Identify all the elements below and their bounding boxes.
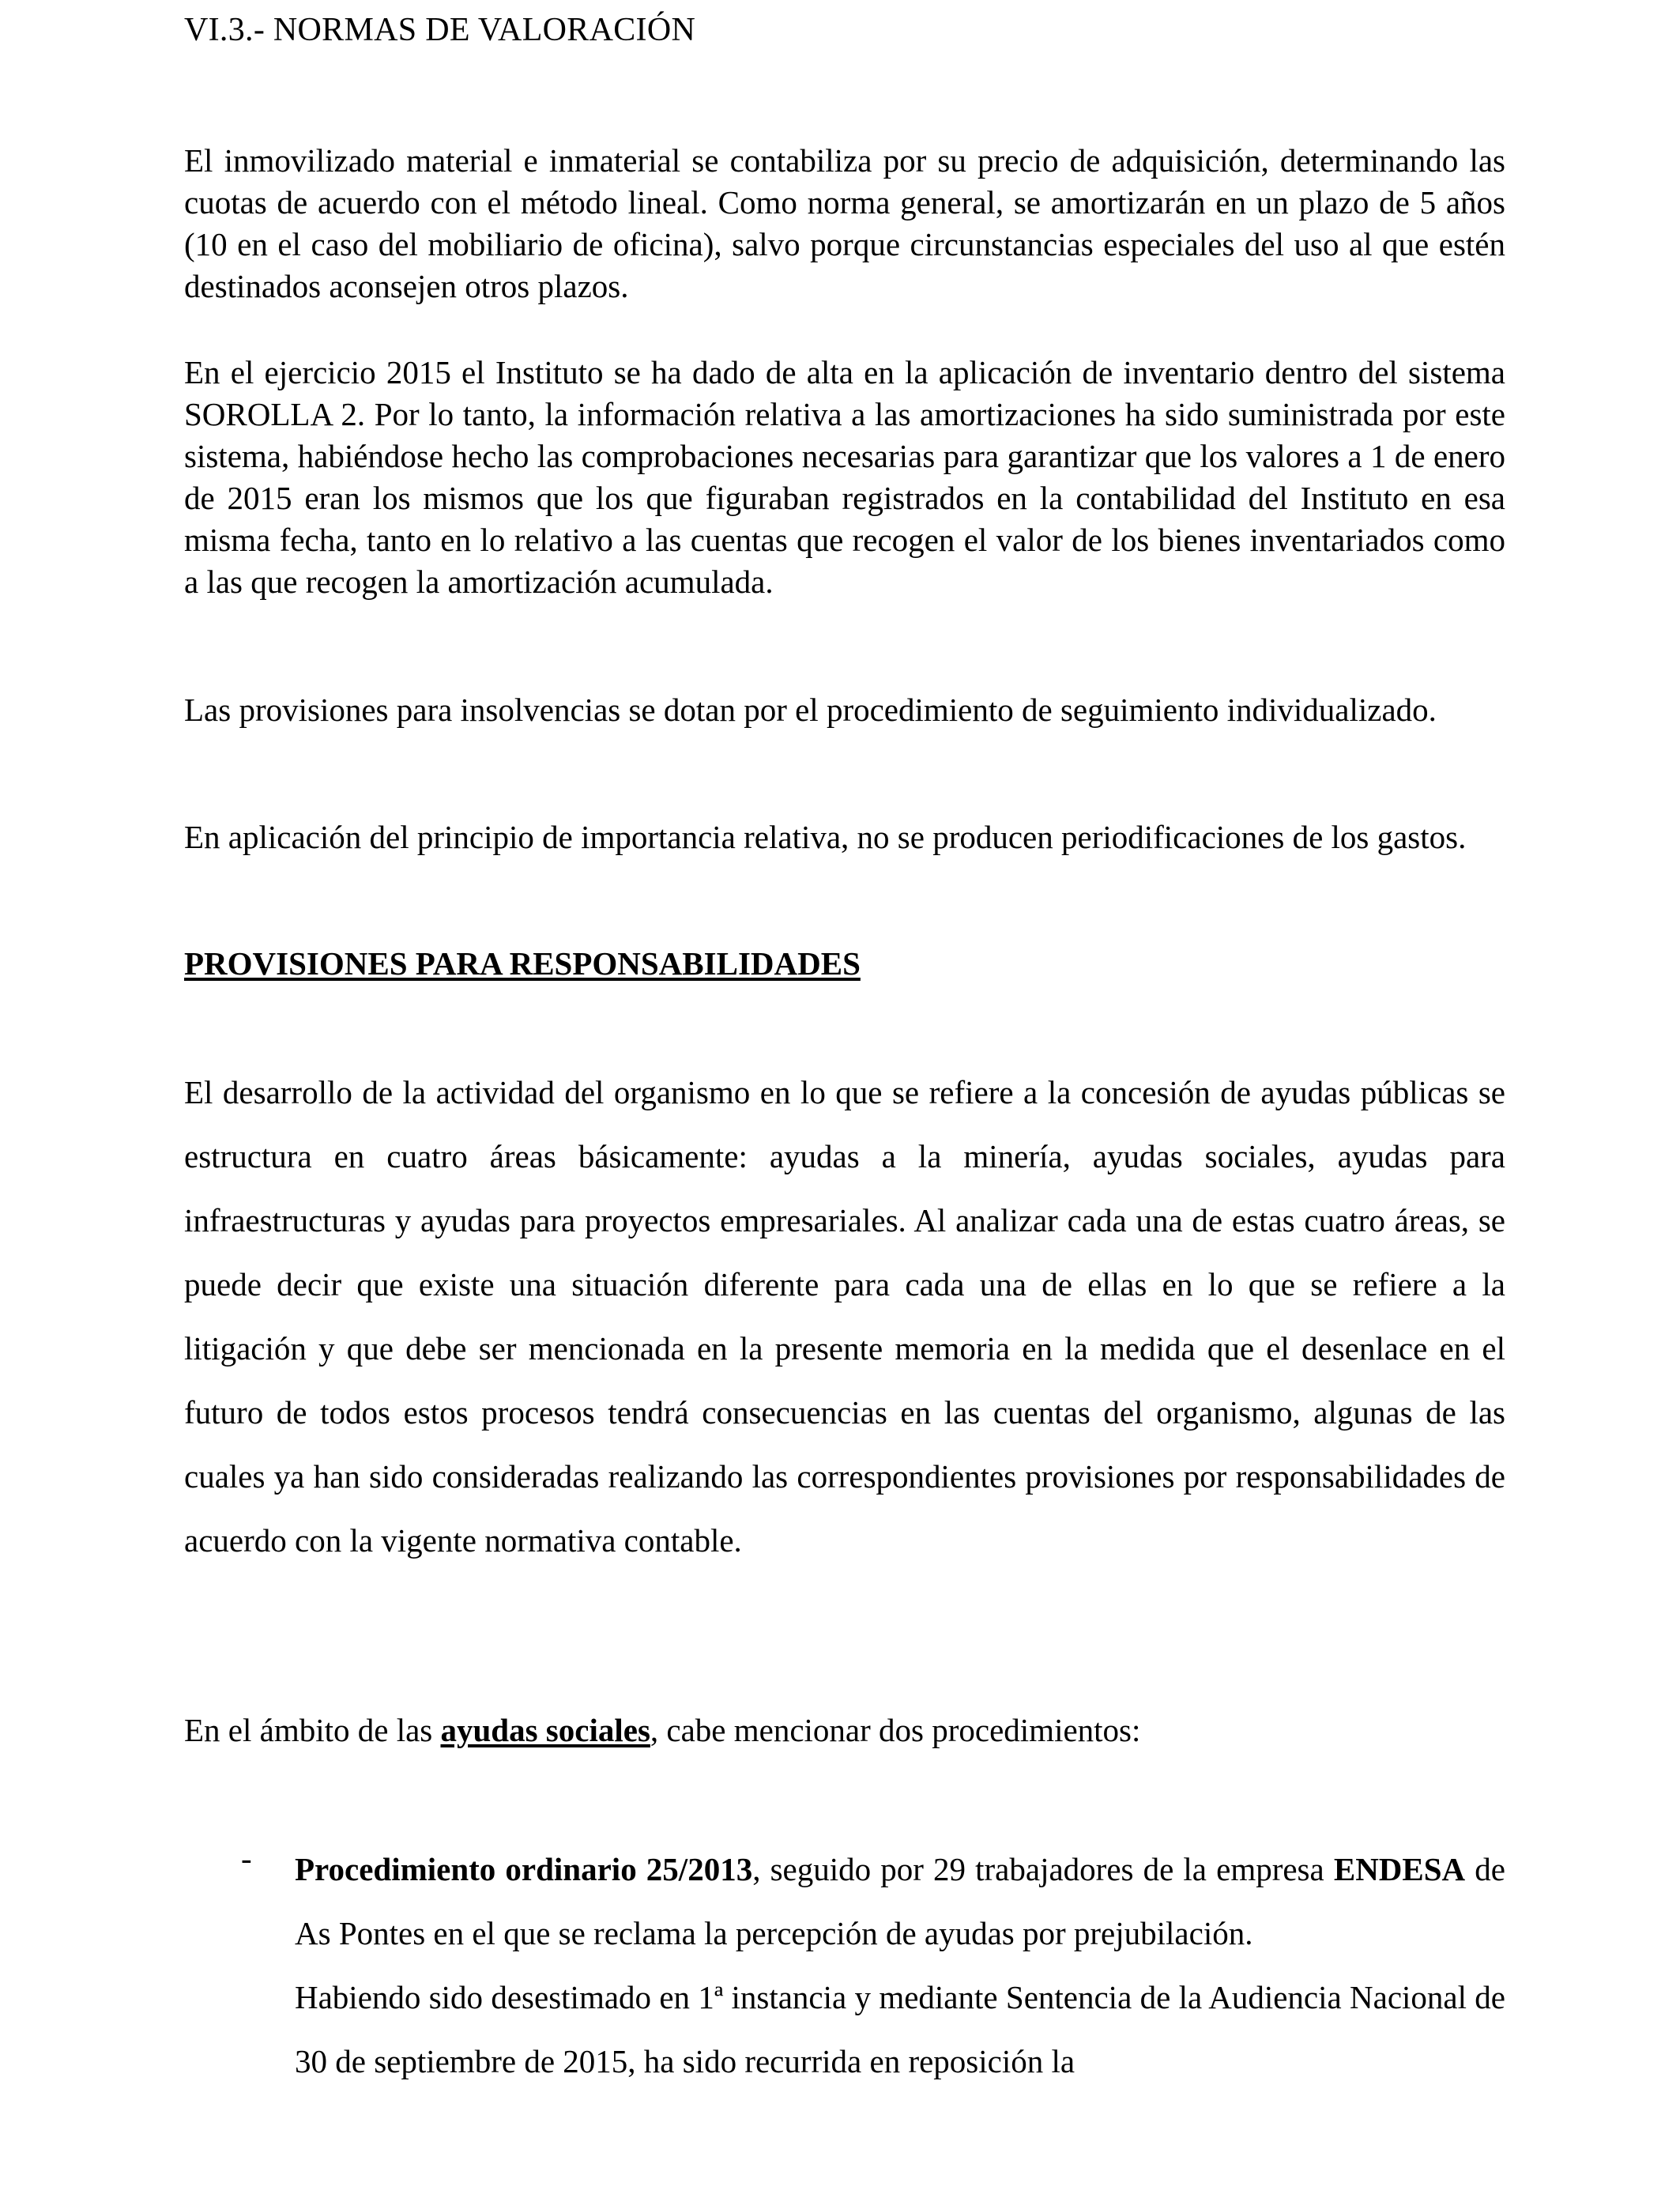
list-bullet: - [241,1840,252,1876]
procedure-item-1 [295,1838,1505,1966]
paragraph-inmovilizado: El inmovilizado material e inmaterial se contabiliza por su precio de adquisición, determinando las cuotas de acuerdo con el método lineal. Como norma general, se amortizarán en un plazo de 5 años (10 en el caso del mobiliario de oficina), salvo porque circunstancias especiales del uso al que estén destinados aconsejen otros plazos. [184,142,1505,304]
intro-text-after: , cabe mencionar dos procedimientos: [650,1712,1141,1748]
ayudas-sociales-intro [184,1710,1140,1751]
document-page [184,0,1505,2194]
procedure-title: Procedimiento ordinario 25/2013 [295,1851,753,1887]
company-name: ENDESA [1333,1851,1466,1887]
procedure-item-1-continuation: Habiendo sido desestimado en 1ª instancia y mediante Sentencia de la Audiencia Nacional de 30 de septiembre de 2015, ha sido recurrida en reposición la [295,1979,1505,2079]
intro-text-before: En el ámbito de las [184,1712,441,1748]
ayudas-sociales-emphasis: ayudas sociales [440,1712,650,1748]
paragraph-actividad-organismo: El desarrollo de la actividad del organismo en lo que se refiere a la concesión de ayudas públicas se estructura en cuatro áreas básicamente: ayudas a la minería, ayudas sociales, ayudas para infraestructuras y ayudas para proyectos empresariales. Al analizar cada una de estas cuatro áreas, se puede decir que existe una situación diferente para cada una de ellas en lo que se refiere a la litigación y que debe ser mencionada en la presente memoria en la medida que el desenlace en el futuro de todos estos procesos tendrá consecuencias en las cuentas del organismo, algunas de las cuales ya han sido consideradas realizando las correspondientes provisiones por responsabilidades de acuerdo con la vigente normativa contable. [184,1074,1505,1559]
provisiones-heading: PROVISIONES PARA RESPONSABILIDADES [184,945,861,982]
paragraph-periodificaciones: En aplicación del principio de importancia relativa, no se producen periodificaciones de los gastos. [184,819,1467,855]
procedure-text-end: de As Pontes en el que se reclama la percepción de ayudas por prejubilación. [295,1851,1505,1951]
section-heading: VI.3.- NORMAS DE VALORACIÓN [184,12,696,48]
procedure-text-mid: , seguido por 29 trabajadores de la empresa [752,1851,1334,1887]
paragraph-insolvencias: Las provisiones para insolvencias se dotan por el procedimiento de seguimiento individualizado. [184,692,1437,728]
paragraph-sorolla: En el ejercicio 2015 el Instituto se ha dado de alta en la aplicación de inventario dentro del sistema SOROLLA 2. Por lo tanto, la información relativa a las amortizaciones ha sido suministrada por este sistema, habiéndose hecho las comprobaciones necesarias para garantizar que los valores a 1 de enero de 2015 eran los mismos que los que figuraban registrados en la contabilidad del Instituto en esa misma fecha, tanto en lo relativo a las cuentas que recogen el valor de los bienes inventariados como a las que recogen la amortización acumulada. [184,354,1505,600]
